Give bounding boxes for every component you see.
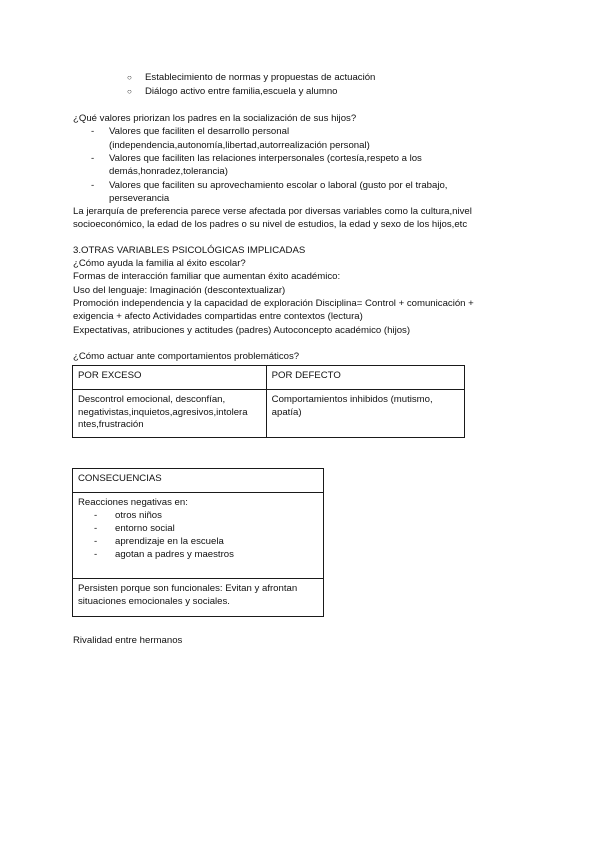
bullet-circle-icon: ○ — [127, 73, 132, 82]
list-item: - agotan a padres y maestros — [94, 548, 234, 560]
consequences-intro: Reacciones negativas en: — [78, 497, 188, 508]
table-header-exceso: POR EXCESO — [73, 366, 267, 390]
list-item: - entorno social — [94, 522, 175, 534]
section3-line: Promoción independencia y la capacidad de exploración Disciplina= Control + comunicación + — [73, 298, 474, 309]
dash-bullet: - — [91, 126, 95, 137]
section3-line: ¿Cómo ayuda la familia al éxito escolar? — [73, 258, 246, 269]
behaviour-table — [72, 365, 465, 438]
bullet-circle-icon: ○ — [127, 87, 132, 96]
value-item-line: Valores que faciliten las relaciones interpersonales (cortesía,respeto a los — [109, 153, 422, 164]
top-list-item: Diálogo activo entre familia,escuela y alumno — [145, 86, 338, 97]
dash-bullet: - — [91, 180, 95, 191]
list-item: - aprendizaje en la escuela — [94, 535, 224, 547]
consequences-table — [72, 468, 324, 617]
section3-line: Formas de interacción familiar que aumentan éxito académico: — [73, 271, 341, 282]
consequences-body — [73, 493, 324, 579]
value-item-line: demás,honradez,tolerancia) — [109, 166, 228, 177]
section-heading: 3.OTRAS VARIABLES PSICOLÓGICAS IMPLICADAS — [73, 245, 306, 256]
value-item-line: perseverancia — [109, 193, 170, 204]
table-header-defecto: POR DEFECTO — [266, 366, 464, 390]
table-cell-defecto: Comportamientos inhibidos (mutismo, apatía) — [266, 390, 464, 438]
values-paragraph: socioeconómico, la edad de los padres o su nivel de estudios, la edad y sexo de los hijos,etc — [73, 219, 468, 230]
table-cell-exceso: Descontrol emocional, desconfían, negativistas,inquietos,agresivos,intolera ntes,frustración — [73, 390, 267, 438]
closing-line: Rivalidad entre hermanos — [73, 635, 183, 646]
behaviour-question: ¿Cómo actuar ante comportamientos problemáticos? — [73, 351, 300, 362]
consequences-footer: Persisten porque son funcionales: Evitan y afrontan situaciones emocionales y sociales. — [73, 579, 324, 617]
section3-line: Uso del lenguaje: Imaginación (descontextualizar) — [73, 285, 286, 296]
dash-bullet: - — [91, 153, 95, 164]
consequences-header: CONSECUENCIAS — [73, 469, 324, 493]
value-item-line: Valores que faciliten su aprovechamiento escolar o laboral (gusto por el trabajo, — [109, 180, 448, 191]
list-item: - otros niños — [94, 509, 162, 521]
values-question: ¿Qué valores priorizan los padres en la socialización de sus hijos? — [73, 113, 357, 124]
section3-line: Expectativas, atribuciones y actitudes (padres) Autoconcepto académico (hijos) — [73, 325, 411, 336]
value-item-line: (independencia,autonomía,libertad,autorrealización personal) — [109, 140, 370, 151]
top-list-item: Establecimiento de normas y propuestas de actuación — [145, 72, 376, 83]
values-paragraph: La jerarquía de preferencia parece verse afectada por diversas variables como la cultura,nivel — [73, 206, 472, 217]
value-item-line: Valores que faciliten el desarrollo personal — [109, 126, 290, 137]
section3-line: exigencia + afecto Actividades compartidas entre contextos (lectura) — [73, 311, 363, 322]
